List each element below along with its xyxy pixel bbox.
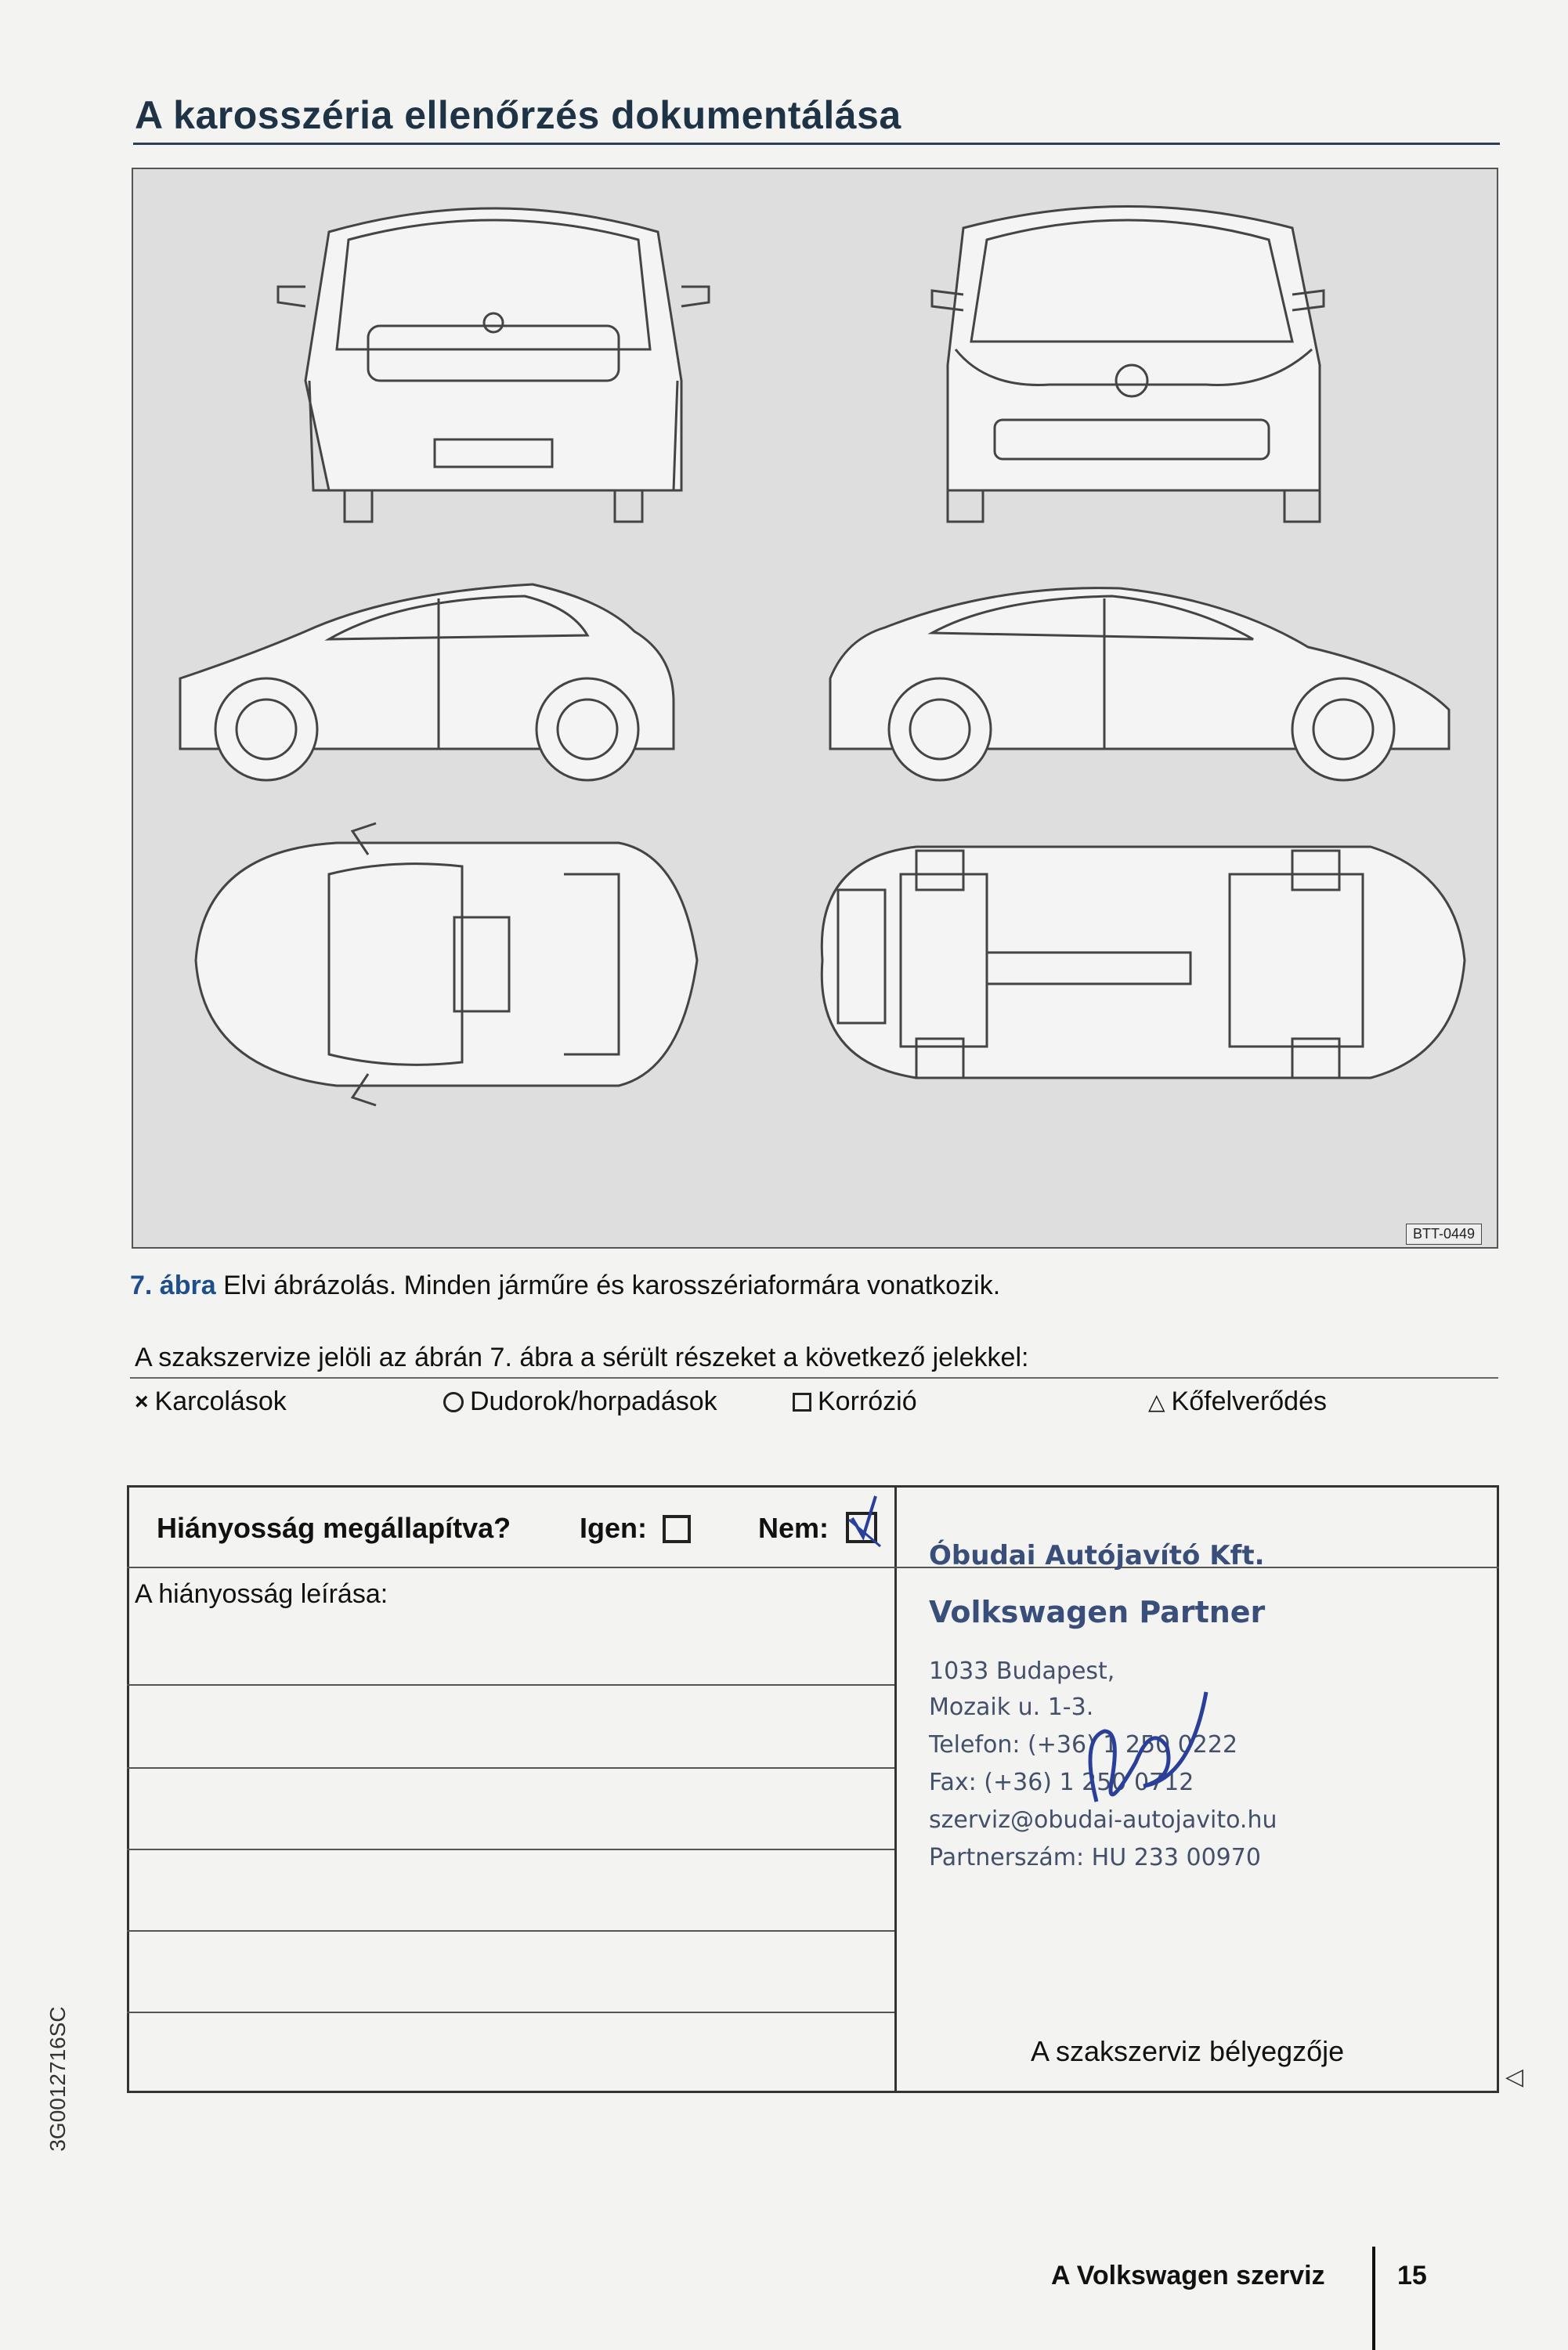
square-icon: [793, 1393, 811, 1412]
page-number: 15: [1397, 2261, 1427, 2290]
form-row-line: [127, 1767, 894, 1769]
check-mark-icon: [841, 1491, 888, 1554]
stamp-address: 1033 Budapest,: [929, 1658, 1115, 1685]
stamp-partner: Volkswagen Partner: [929, 1595, 1266, 1629]
figure-caption: [130, 1271, 1000, 1301]
no-checkbox[interactable]: [846, 1512, 877, 1543]
legend-scratch: [135, 1386, 287, 1417]
form-row-line: [127, 1849, 894, 1850]
stamp-company: Óbudai Autójavító Kft.: [929, 1540, 1265, 1571]
cross-icon: ×: [135, 1388, 149, 1415]
description-label: A hiányosság leírása:: [135, 1579, 388, 1609]
car-top-view: [196, 823, 697, 1105]
stamp-partner-number: Partnerszám: HU 233 00970: [929, 1844, 1261, 1871]
stamp-phone: Telefon: (+36) 1 250 0222: [929, 1731, 1238, 1759]
instructions-rule: [130, 1377, 1498, 1379]
car-underside-view: [822, 847, 1465, 1078]
car-left-side-view: [180, 584, 674, 780]
handwritten-signature: [1050, 1645, 1237, 1833]
car-right-side-view: [830, 588, 1449, 780]
car-front-view: [932, 207, 1324, 522]
form-row-line: [127, 1930, 894, 1932]
legend-corrosion: [793, 1386, 917, 1417]
form-row-line: [127, 1567, 1499, 1568]
legend-scratch-label: Karcolások: [154, 1386, 287, 1416]
legend-dent-label: Dudorok/horpadások: [470, 1386, 717, 1416]
form-row-line: [127, 2012, 894, 2013]
triangle-icon: △: [1148, 1390, 1165, 1414]
figure-caption-text: Elvi ábrázolás. Minden járműre és karosszériaformára vonatkozik.: [223, 1271, 1001, 1300]
stamp-email: szerviz@obudai-autojavito.hu: [929, 1806, 1277, 1834]
car-rear-view: [278, 208, 709, 522]
stamp-fax: Fax: (+36) 1 250 0712: [929, 1769, 1194, 1796]
legend-stone-chip-label: Kőfelverődés: [1171, 1386, 1328, 1416]
triangle-left-icon: ◁: [1505, 2064, 1524, 2090]
circle-icon: [443, 1392, 464, 1412]
legend-stone-chip: [1148, 1386, 1327, 1417]
legend-dent: [443, 1386, 717, 1417]
form-divider: [894, 1485, 897, 2093]
stamp-label: A szakszerviz bélyegzője: [1031, 2035, 1345, 2067]
figure-code: BTT-0449: [1406, 1224, 1482, 1245]
car-diagram-figure: [132, 168, 1498, 1249]
yes-label: Igen:: [580, 1512, 647, 1544]
defect-form: [127, 1485, 1499, 2093]
form-row-line: [127, 1684, 894, 1686]
no-label: Nem:: [758, 1512, 829, 1544]
legend-corrosion-label: Korrózió: [818, 1386, 917, 1416]
document-code: 3G0012716SC: [45, 2006, 70, 2152]
page-title: A karosszéria ellenőrzés dokumentálása: [135, 93, 901, 137]
defect-question: Hiányosság megállapítva?: [157, 1512, 511, 1544]
footer-divider: [1372, 2247, 1375, 2350]
footer-section: A Volkswagen szerviz: [1051, 2261, 1325, 2290]
title-rule: [133, 143, 1500, 145]
figure-caption-label: 7. ábra: [130, 1271, 216, 1300]
yes-checkbox[interactable]: [663, 1515, 691, 1543]
marking-instructions: A szakszervize jelöli az ábrán 7. ábra a sérült részeket a következő jelekkel:: [135, 1343, 1029, 1372]
stamp-street: Mozaik u. 1-3.: [929, 1694, 1094, 1721]
